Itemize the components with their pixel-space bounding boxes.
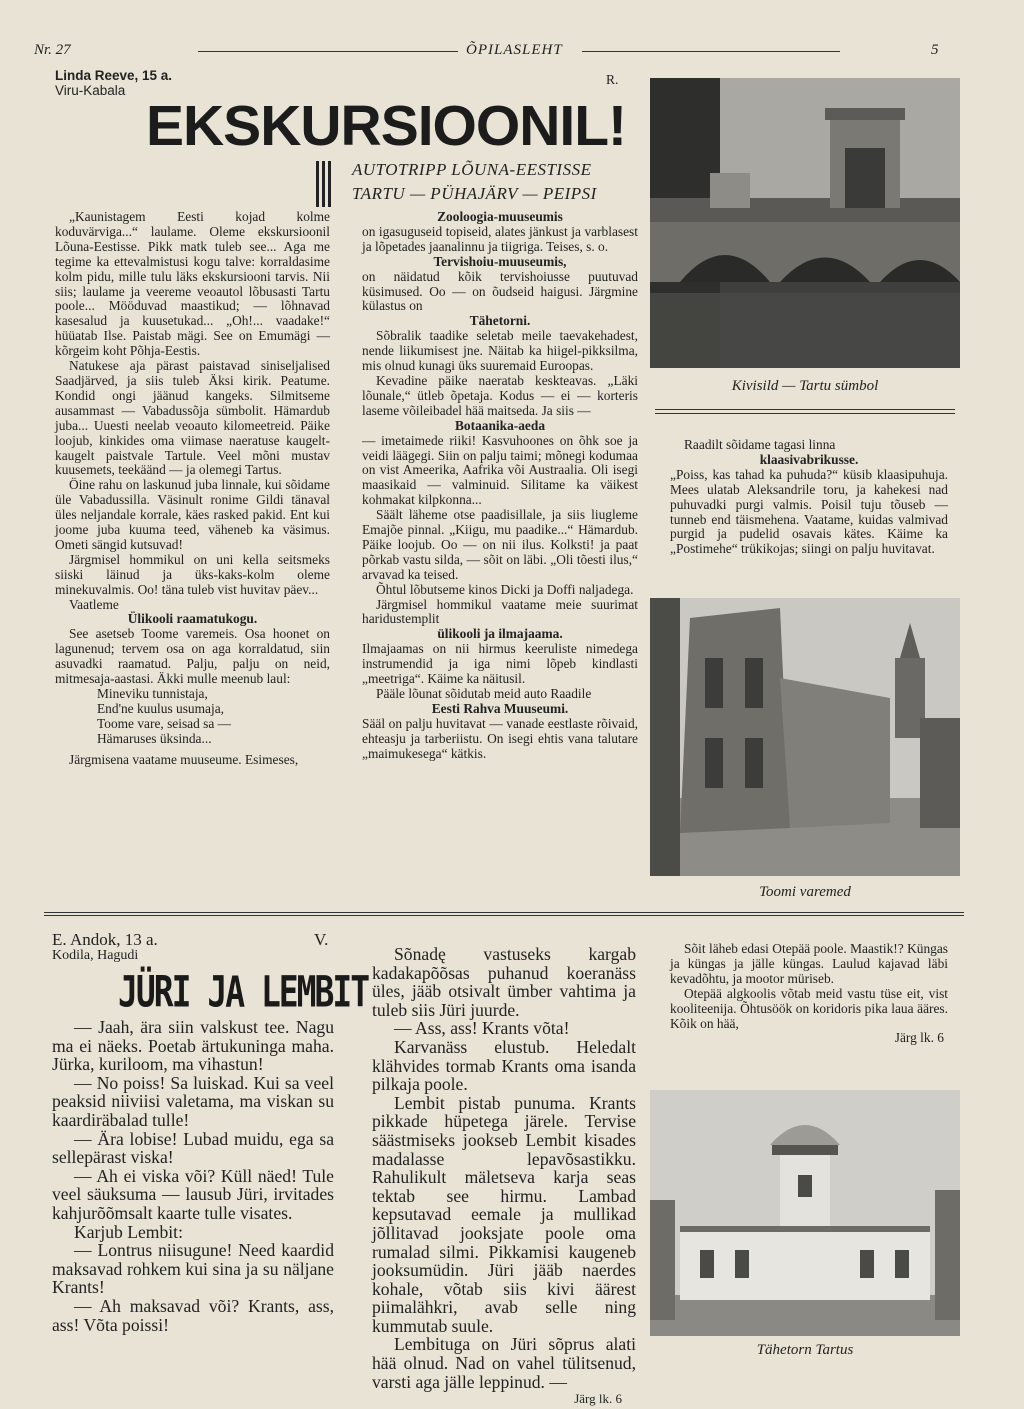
article1-title: EKSKURSIOONIL!	[146, 94, 627, 158]
article2-title: JÜRI JA LEMBIT	[118, 966, 369, 1017]
paragraph: Sõnadę vastuseks kargab kadakapõõsas puhanud koeranäss üles, jääb otsivalt ümber vahtima ja tuleb siis Jüri juurde.	[372, 944, 636, 1020]
paragraph: Lembit pistab punuma. Krants pikkade hüpetega järele. Tervise säästmiseks jookseb Lembit kisades madalasse lepavõsastikku. Rahulikult mäletseva karja seas tektab see hirmu. Lambad kepsutavad eemale ja mullikad jõllitavad jooksjate poole oma rumalad silmi. Pikkamisi kaugeneb jooksumüdin. Jüri jääb naerdes kohale, võtab siis kivi äärest piimalähkri, avab selle ning kummutab suule.	[372, 1092, 636, 1336]
paragraph: See asetseb Toome varemeis. Osa hoonet on lagunenud; tervem osa on aga korraldatud, siin asuvadki raamatud. Palju, palju on neid, mitmesaja-aastasi. Äkki mulle meenub laul:	[55, 626, 330, 687]
article-separator	[44, 915, 964, 916]
paragraph: Lembituga on Jüri sõprus alati hää olnud. Nad on vahel tülitsenud, varsti aga jälle leppinud. —	[372, 1334, 636, 1392]
caption-rule	[655, 409, 955, 410]
article1-column-3	[670, 438, 948, 557]
paragraph: Järgmisena vaatame muuseume. Esimeses,	[69, 751, 299, 767]
paragraph: Järgmisel hommikul vaatame meie suurimat haridustemplit	[362, 596, 638, 627]
subheading-museum: Eesti Rahva Muuseumi.	[431, 700, 569, 716]
article1-continuation	[670, 942, 948, 1046]
paragraph: Sääl on palju huvitavat — vanade eestlaste rõivaid, ehteasju ja tarberiistu. On isegi ehtis vana talutare „maimukesega“ kätkis.	[362, 715, 638, 761]
article2-column-2	[372, 945, 636, 1406]
article1-place: Viru-Kabala	[55, 83, 126, 98]
ruins-caption: Toomi varemed	[759, 884, 851, 900]
article2-column-1	[52, 1018, 334, 1334]
article1-author: Linda Reeve, 15 a.	[55, 68, 173, 83]
paragraph: on näidatud kõik tervishoiusse puutuvad küsimused. Oo — on õudseid haigusi. Järgmine külastus on	[362, 268, 638, 314]
paragraph: Sõbralik taadike seletab meile taevakehadest, nende liikumisest jne. Näitab ka hiigel-pikksilma, mis olnud kunagi üks suuremaid Euroopas.	[362, 328, 638, 374]
observatory-illustration	[650, 1090, 960, 1336]
observatory-photo	[650, 1090, 960, 1336]
paragraph: — Ah maksavad või? Krants, ass, ass! Võta poissi!	[52, 1295, 334, 1335]
article2-grade: V.	[314, 930, 329, 949]
paragraph: Sõit läheb edasi Otepää poole. Maastik!? Küngas ja küngas ja jälle küngas. Laulud kajavad läbi kevadõhtu, ja mootor müriseb.	[670, 941, 948, 986]
paragraph: Karjub Lembit:	[74, 1221, 183, 1242]
subheading-glassworks: klaasivabrikusse.	[759, 451, 859, 467]
paragraph: Raadilt sõidame tagasi linna	[684, 437, 836, 452]
article1-column-2	[362, 210, 638, 762]
article2-place: Kodila, Hagudi	[52, 948, 139, 963]
paragraph: Vaatleme	[69, 596, 119, 612]
paragraph: Säält läheme otse paadisillale, ja siis liugleme Emajõe pinnal. „Kiigu, mu paadike...“ Hämardub. Päike loojub. Oo — on nii ilus. Kolksti! ja paat põrkab vastu silda, — sõit on läbi. „Oli tõesti ilus,“ arvavad ka teised.	[362, 507, 638, 582]
article-separator	[44, 912, 964, 913]
subheading-observatory: Tähetorni.	[469, 313, 531, 329]
paragraph: — Ah ei viska või? Küll näed! Tule veel säuksuma — lausub Jüri, irvitades kahjurõõmsalt kaarte tulle visates.	[52, 1165, 334, 1223]
poem-line: End'ne kuulus usumaja,	[97, 700, 225, 716]
article1-subtitle-1: AUTOTRIPP LÕUNA-EESTISSE	[352, 160, 592, 179]
issue-number: Nr. 27	[34, 42, 71, 58]
page-number: 5	[931, 42, 939, 58]
continued-note: Järg lk. 6	[574, 1391, 622, 1407]
paragraph: „Kaunistagem Eesti kojad kolme koduvärviga...“ laulame. Oleme ekskursioonil Lõuna-Eestisse. Pikk matk tuleb see... Aga me tegime ka ettevalmistusi kogu talve: korraldasime kolm pidu, mille tulu läks ekskursiooni tarvis. Nii siis; laulame ja veereme veoautol lõbusasti Tartu poole... Mööduvad maastikud; — lõhnavad kasesalud ja kuusetukad... „Oh!... vaadake!“ hüüatab Ilse. Paistab mägi. See on Emumägi — kõrgeim koht Põhja-Eestis.	[55, 209, 330, 359]
paragraph: — Ass, ass! Krants võta!	[394, 1018, 570, 1039]
article1-subtitle-2: TARTU — PÜHAJÄRV — PEIPSI	[352, 184, 597, 203]
paragraph: Natukese aja pärast paistavad siniseljalised Saadjärved, ja siis tuleb Äksi kirik. Peatume. Kondid ongi jäänud kangeks. Silmitseme ausammast — Vabadussõja sümbolit. Hämardub juba... Uuesti neelab veoauto kilomeetreid. Päike loojub, kinkides oma viimase naeratuse kaugelt-kaugelt paistvale Tartule. Veel mõni mustav kuusemets, teekäänd — ja olemegi Tartus.	[55, 358, 330, 478]
page-header	[34, 42, 994, 64]
subheading-zoology: Zooloogia-muuseumis	[437, 209, 563, 224]
poem-line: Mineviku tunnistaja,	[97, 686, 208, 701]
observatory-caption: Tähetorn Tartus	[756, 1342, 854, 1358]
paragraph: Järgmisel hommikul on uni kella seitsmeks siiski läinud ja üks-kaks-kolm oleme minekuvalmis. Oo! täna tuleb vist huvitav päev...	[55, 551, 330, 597]
paragraph: Kevadine päike naeratab keskteavas. „Läki lõunale,“ ütleb õpetaja. Kodus — ei — korteris laseme võileibadel hää maitseda. Ja siis —	[362, 372, 638, 418]
stone-bridge-illustration	[650, 78, 960, 368]
paragraph: Karvanäss elustub. Heledalt klähvides tormab Krants oma isanda pilkaja poole.	[372, 1036, 636, 1095]
subheading-botanical: Botaanika-aeda	[454, 417, 546, 433]
subheading-university: ülikooli ja ilmajaama.	[437, 626, 563, 642]
header-rule-right	[582, 51, 840, 52]
poem-line: Hämaruses üksinda...	[97, 730, 212, 746]
article1-grade: R.	[606, 72, 619, 87]
subheading-library: Ülikooli raamatukogu.	[127, 611, 258, 627]
paragraph: Öine rahu on laskunud juba linnale, kui sõidame üle Vabadussilla. Väsinult ronime Gildi tänaval üles neljandale korrale, käes rasked pakid. Ent kui joome juba kuuma teed, väheneb ka väsimus. Ometi sängid kutsuvad!	[55, 477, 330, 552]
paragraph: — Jaah, ära siin valskust tee. Nagu ma ei näeks. Poetab ärtukuninga maha. Jürka, kuriloom, ma vihastun!	[52, 1017, 334, 1075]
paragraph: Pääle lõunat sõidutab meid auto Raadile	[376, 686, 592, 701]
newspaper-name: ÕPILASLEHT	[466, 42, 563, 58]
caption-rule	[655, 413, 955, 414]
paragraph: — Lontrus niisugune! Need kaardid maksavad rohkem kui sina ja su näljane Krants!	[52, 1240, 334, 1298]
paragraph: on igasuguseid topiseid, alates jänkust ja varblasest ja lõpetades jaanalinnu ja tiigriga. Teises, s. o.	[362, 223, 638, 254]
header-rule-left	[198, 51, 458, 52]
article1-column-1	[55, 210, 330, 768]
article2-author: E. Andok, 13 a.	[52, 930, 158, 949]
bridge-photo	[650, 78, 960, 368]
subheading-health: Tervishoiu-muuseumis,	[433, 253, 567, 269]
paragraph: — imetaimede riiki! Kasvuhoones on õhk soe ja veidi läägegi. Siin on palju taimi; mõnegi kodumaa on vist Ameerika, Aafrika või Austraalia. Oli isegi maasikaid — valminuid. Silitame ka väikest kohmakat kilpkonna...	[362, 432, 638, 508]
title-bars	[316, 161, 334, 207]
bridge-caption: Kivisild — Tartu sümbol	[731, 378, 879, 394]
paragraph: Ilmajaamas on nii hirmus keeruliste nimedega instrumendid ja iga nimi lõpeb kindlasti „meetriga“. Käime ka näitusil.	[362, 641, 638, 687]
paragraph: Otepää algkoolis võtab meid vastu tüse eit, vist kooliteenija. Õhtusöök on koridoris pika laua ääres. Kõik on hää,	[670, 985, 948, 1031]
paragraph: „Poiss, kas tahad ka puhuda?“ küsib klaasipuhuja. Mees ulatab Aleksandrile toru, ja kahekesi nad puhuvadki purgi valmis. Poisil tuju tõuseb — tunneb end täismehena. Vaatame, kuidas valmivad purgid ja pudelid osavais kätes. Käime ka „Postimehe“ trükikojas; siingi on palju huvitavat.	[670, 466, 948, 557]
paragraph: — Ära lobise! Lubad muidu, ega sa sellepärast viska!	[52, 1128, 334, 1168]
ruins-photo	[650, 598, 960, 876]
poem-line: Toome vare, seisad sa —	[97, 715, 232, 731]
cathedral-ruins-illustration	[650, 598, 960, 876]
continued-note: Järg lk. 6	[894, 1030, 944, 1046]
paragraph: — No poiss! Sa luiskad. Kui sa veel peaksid niiviisi valetama, ma viskan su kaardiräbalad tulle!	[52, 1072, 334, 1130]
paragraph: Õhtul lõbutseme kinos Dicki ja Doffi naljadega.	[376, 581, 634, 597]
